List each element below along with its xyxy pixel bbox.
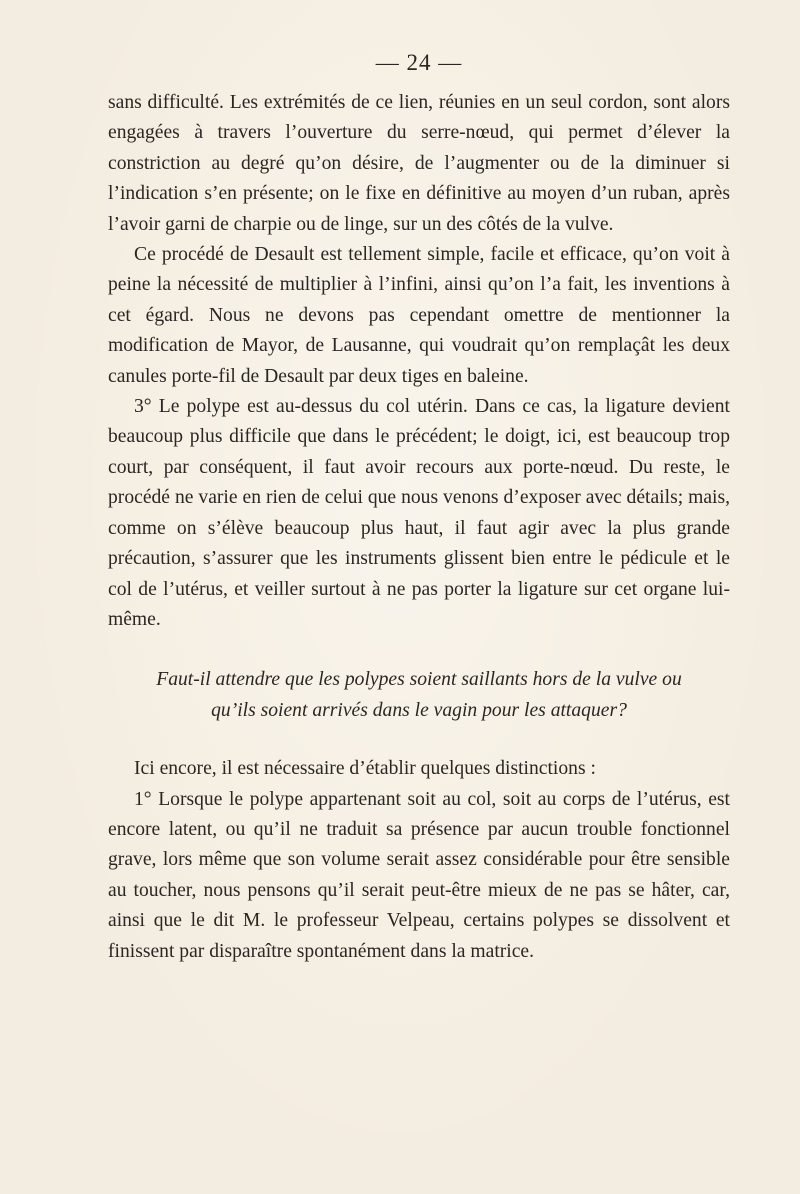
paragraph-first-case: 1° Lorsque le polype appartenant soit au col, soit au corps de l’utérus, est encore latent, ou qu’il ne traduit sa présence par aucun trouble fonctionnel grave, lors même que son volume serait assez considérable pour être sensible au toucher, nous pensons qu’il serait peut-être mieux de ne pas se hâter, car, ainsi que le dit M. le professeur Velpeau, certains polypes se dissolvent et finissent par disparaître spontanément dans la matrice.	[108, 788, 730, 962]
section-heading-line-1: Faut-il attendre que les polypes soient saillants hors de la vulve ou	[156, 669, 682, 691]
section-heading	[108, 665, 730, 726]
page-number-header: — 24 —	[375, 50, 463, 75]
section-heading-line-2: qu’ils soient arrivés dans le vagin pour les attaquer?	[211, 699, 627, 721]
paragraph-desault-procedure: Ce procédé de Desault est tellement simple, facile et efficace, qu’on voit à peine la nécessité de multiplier à l’infini, ainsi qu’on l’a fait, les inventions à cet égard. Nous ne devons pas cependant omettre de mentionner la modification de Mayor, de Lausanne, qui voudrait qu’on remplaçât les deux canules porte-fil de Desault par deux tiges en baleine.	[108, 244, 730, 387]
paragraph-distinctions: Ici encore, il est nécessaire d’établir quelques distinctions :	[134, 758, 596, 780]
paragraph-continuation: sans difficulté. Les extrémités de ce lien, réunies en un seul cordon, sont alors engagées à travers l’ouverture du serre-nœud, qui permet d’élever la constriction au degré qu’on désire, de l’augmenter ou de la diminuer si l’indication s’en présente; on le fixe en définitive au moyen d’un ruban, après l’avoir garni de charpie ou de linge, sur un des côtés de la vulve.	[108, 92, 730, 235]
paragraph-third-case: 3° Le polype est au-dessus du col utérin. Dans ce cas, la ligature devient beaucoup plus difficile que dans le précédent; le doigt, ici, est beaucoup trop court, par conséquent, il faut avoir recours aux porte-nœud. Du reste, le procédé ne varie en rien de celui que nous venons d’exposer avec détails; mais, comme on s’élève beaucoup plus haut, il faut agir avec la plus grande précaution, s’assurer que les instruments glissent bien entre le pédicule et le col de l’utérus, et veiller surtout à ne pas porter la ligature sur cet organe lui-même.	[108, 396, 730, 630]
